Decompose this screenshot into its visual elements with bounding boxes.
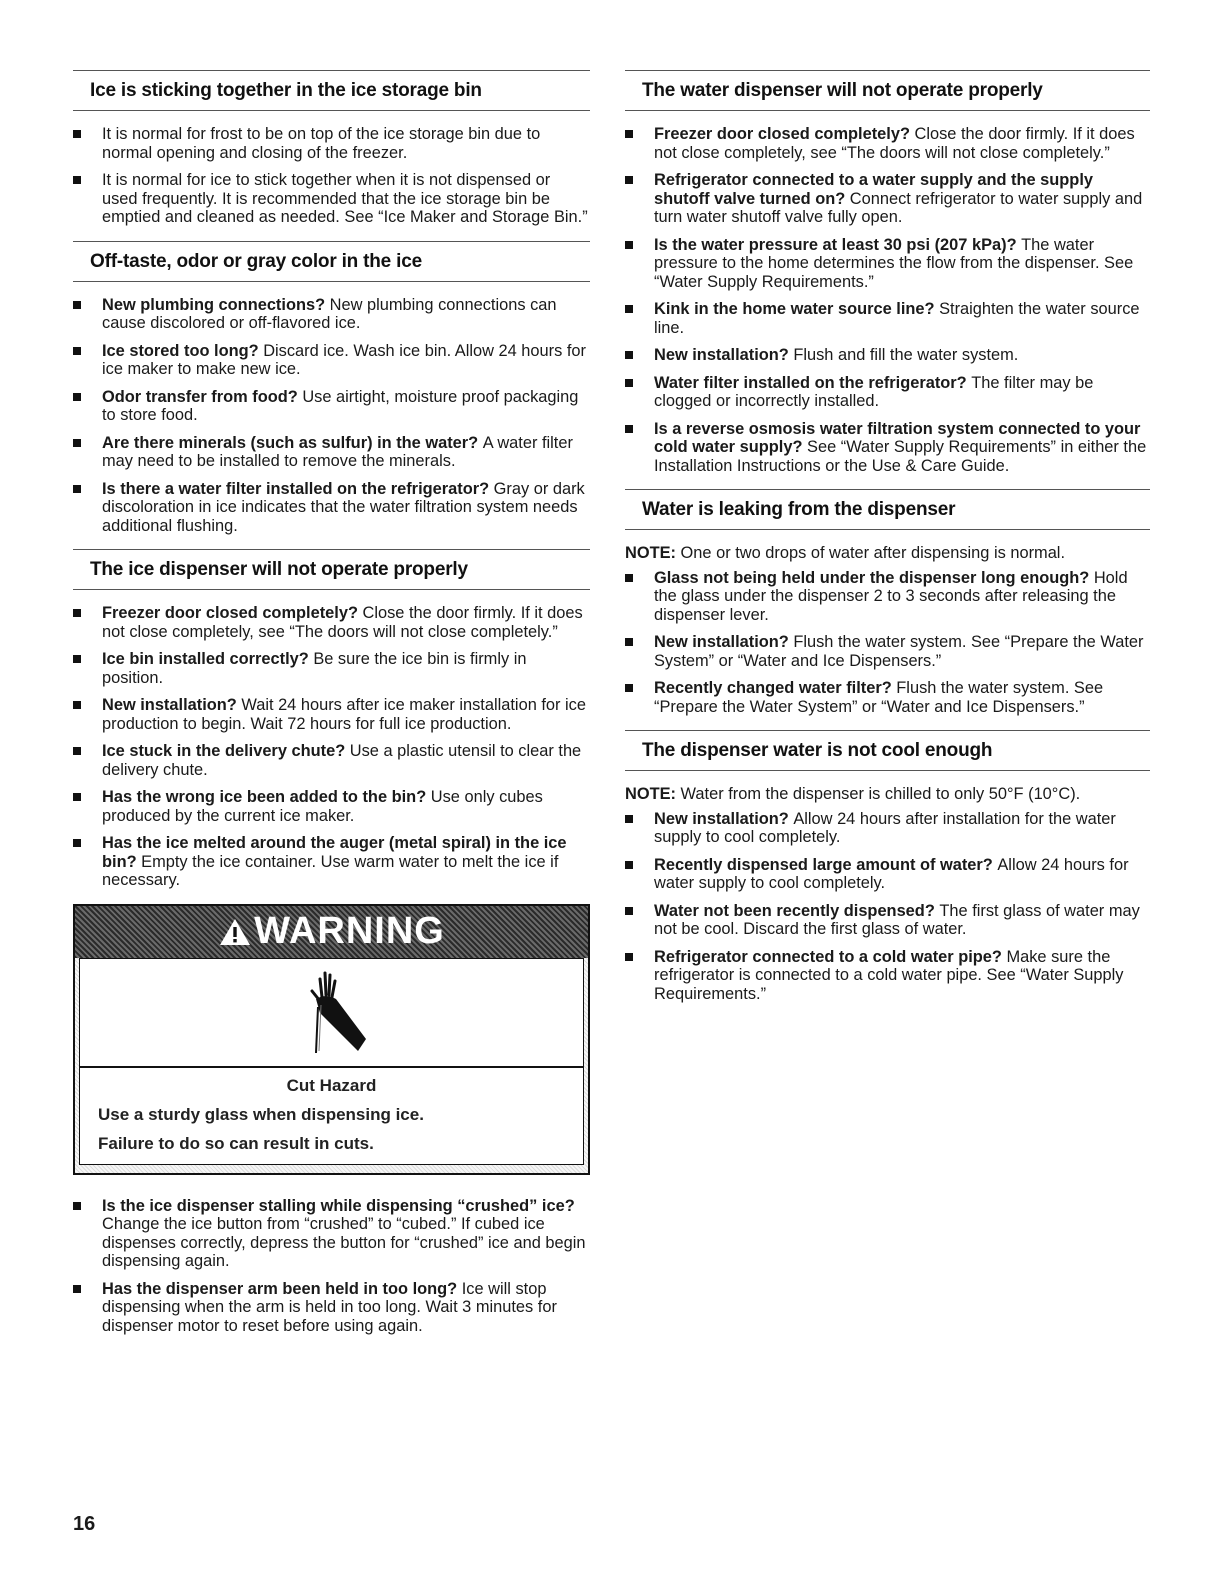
item-question: Has the ice melted around the auger (metal spiral) in the ice bin?	[102, 834, 567, 871]
troubleshooting-section	[625, 730, 1150, 1003]
item-answer: Flush the water system. See “Prepare the Water System” or “Water and Ice Dispensers.”	[654, 633, 1144, 670]
item-answer: It is normal for frost to be on top of the ice storage bin due to normal opening and closing of the freezer.	[102, 125, 541, 162]
troubleshooting-section	[625, 489, 1150, 716]
warning-text	[79, 1067, 584, 1165]
item-answer: Change the ice button from “crushed” to “cubed.” If cubed ice dispenses correctly, depress the button for “crushed” ice and begin dispensing again.	[102, 1215, 586, 1270]
list-item	[625, 948, 1150, 1004]
item-list	[73, 296, 590, 536]
item-list	[625, 810, 1150, 1004]
note-label: NOTE:	[625, 785, 681, 803]
item-question: Recently changed water filter?	[654, 679, 897, 697]
item-question: Water filter installed on the refrigerator?	[654, 373, 972, 392]
item-question: Is a reverse osmosis water filtration system connected to your cold water supply?	[654, 419, 1141, 456]
item-question: Refrigerator connected to a cold water pipe?	[654, 947, 1007, 966]
list-item	[625, 171, 1150, 227]
right-column	[625, 70, 1150, 1017]
item-question: New installation?	[654, 809, 794, 828]
item-answer: It is normal for ice to stick together when it is not dispensed or used frequently. It is recommended that the ice storage bin be emptied and cleaned as needed. See “Ice Maker and Storage Bin.”	[102, 171, 588, 226]
list-item	[73, 296, 590, 333]
list-item	[73, 1280, 590, 1336]
item-question: New installation?	[654, 346, 794, 364]
list-item	[625, 856, 1150, 893]
list-item	[73, 650, 590, 687]
warning-title: Cut Hazard	[286, 1075, 377, 1095]
item-question: Odor transfer from food?	[102, 387, 303, 406]
item-list	[625, 569, 1150, 717]
troubleshooting-section	[73, 549, 590, 890]
item-question: New installation?	[102, 696, 242, 714]
list-item	[73, 480, 590, 536]
item-answer: New plumbing connections can cause discolored or off-flavored ice.	[102, 295, 557, 332]
item-list	[73, 125, 590, 227]
list-item	[625, 569, 1150, 625]
item-answer: The first glass of water may not be cool. Discard the first glass of water.	[654, 901, 1140, 938]
item-question: Glass not being held under the dispenser long enough?	[654, 568, 1094, 587]
item-answer: Gray or dark discoloration in ice indicates that the water filtration system needs additional flushing.	[102, 479, 585, 535]
list-item	[73, 342, 590, 379]
troubleshooting-section	[73, 70, 590, 227]
item-answer: Ice will stop dispensing when the arm is held in too long. Wait 3 minutes for dispenser motor to reset before using again.	[102, 1279, 557, 1335]
item-question: New plumbing connections?	[102, 295, 330, 314]
section-heading: The dispenser water is not cool enough	[625, 730, 1150, 771]
warning-triangle-icon	[218, 917, 252, 947]
warning-line: Use a sturdy glass when dispensing ice.	[98, 1104, 424, 1124]
section-heading: Ice is sticking together in the ice storage bin	[73, 70, 590, 111]
item-answer: Make sure the refrigerator is connected to a cold water pipe. See “Water Supply Requirements.”	[654, 947, 1124, 1003]
list-item	[73, 125, 590, 162]
warning-box	[73, 904, 590, 1175]
warning-frame	[75, 958, 588, 1173]
cut-hand-icon	[292, 961, 382, 1061]
list-item	[625, 236, 1150, 292]
warning-figure	[79, 958, 584, 1067]
item-answer: Straighten the water source line.	[654, 300, 1140, 337]
list-item	[73, 696, 590, 733]
item-answer: Close the door firmly. If it does not close completely, see “The doors will not close completely.”	[654, 125, 1135, 162]
item-question: Freezer door closed completely?	[654, 125, 915, 143]
item-question: Ice stored too long?	[102, 341, 264, 360]
note	[625, 544, 1150, 563]
item-question: Kink in the home water source line?	[654, 300, 940, 318]
item-answer: A water filter may need to be installed to remove the minerals.	[102, 433, 573, 470]
item-question: Recently dispensed large amount of water?	[654, 855, 998, 874]
list-item	[625, 374, 1150, 411]
item-answer: Use only cubes produced by the current ice maker.	[102, 788, 543, 825]
item-question: Water not been recently dispensed?	[654, 901, 940, 920]
list-item	[625, 633, 1150, 670]
item-answer: Hold the glass under the dispenser 2 to 3 seconds after releasing the dispenser lever.	[654, 568, 1128, 624]
list-item	[73, 388, 590, 425]
troubleshooting-section	[625, 70, 1150, 475]
list-item	[625, 810, 1150, 847]
item-answer: Wait 24 hours after ice maker installation for ice production to begin. Wait 72 hours for full ice production.	[102, 696, 586, 733]
list-item	[625, 420, 1150, 476]
item-answer: Use airtight, moisture proof packaging to store food.	[102, 387, 579, 424]
list-item	[625, 125, 1150, 162]
list-item	[625, 300, 1150, 337]
item-question: Has the wrong ice been added to the bin?	[102, 788, 431, 806]
item-answer: Flush the water system. See “Prepare the Water System” or “Water and Ice Dispensers.”	[654, 679, 1104, 716]
item-answer: Allow 24 hours for water supply to cool completely.	[654, 855, 1129, 892]
item-question: Are there minerals (such as sulfur) in the water?	[102, 433, 483, 452]
item-list	[73, 1197, 590, 1336]
list-item	[73, 604, 590, 641]
list-item	[625, 902, 1150, 939]
list-item	[73, 171, 590, 227]
list-item	[73, 834, 590, 890]
warning-header	[75, 906, 588, 958]
warning-line: Failure to do so can result in cuts.	[98, 1133, 374, 1153]
item-answer: The water pressure to the home determines the flow from the dispenser. See “Water Supply Requirements.”	[654, 235, 1134, 291]
item-answer: Empty the ice container. Use warm water to melt the ice if necessary.	[102, 852, 559, 889]
troubleshooting-section	[73, 241, 590, 536]
section-heading: The water dispenser will not operate properly	[625, 70, 1150, 111]
item-question: New installation?	[654, 633, 794, 651]
item-question: Is there a water filter installed on the refrigerator?	[102, 479, 494, 498]
list-item	[73, 742, 590, 779]
item-question: Is the ice dispenser stalling while dispensing “crushed” ice?	[102, 1196, 575, 1215]
item-answer: The filter may be clogged or incorrectly installed.	[654, 373, 1094, 410]
item-question: Ice bin installed correctly?	[102, 650, 314, 668]
section-heading: Off-taste, odor or gray color in the ice	[73, 241, 590, 282]
list-item	[625, 346, 1150, 365]
warning-header-label: WARNING	[254, 910, 445, 952]
list-item	[73, 434, 590, 471]
item-question: Has the dispenser arm been held in too long?	[102, 1279, 462, 1298]
left-column	[73, 70, 590, 1344]
note-label: NOTE:	[625, 544, 681, 562]
item-answer: Flush and fill the water system.	[793, 346, 1019, 364]
item-question: Ice stuck in the delivery chute?	[102, 742, 350, 760]
item-question: Freezer door closed completely?	[102, 604, 363, 622]
note-text: One or two drops of water after dispensing is normal.	[680, 544, 1065, 562]
item-answer: Allow 24 hours after installation for the water supply to cool completely.	[654, 809, 1116, 846]
item-list	[625, 125, 1150, 475]
note-text: Water from the dispenser is chilled to only 50°F (10°C).	[680, 785, 1081, 803]
item-answer: Close the door firmly. If it does not close completely, see “The doors will not close completely.”	[102, 604, 583, 641]
item-answer: Be sure the ice bin is firmly in position.	[102, 650, 527, 687]
item-question: Refrigerator connected to a water supply and the supply shutoff valve turned on?	[654, 171, 1093, 208]
list-item	[73, 1197, 590, 1271]
page-number: 16	[73, 1513, 96, 1535]
section-heading: The ice dispenser will not operate properly	[73, 549, 590, 590]
item-answer: Discard ice. Wash ice bin. Allow 24 hours for ice maker to make new ice.	[102, 341, 586, 378]
note	[625, 785, 1150, 804]
section-heading: Water is leaking from the dispenser	[625, 489, 1150, 530]
item-answer: Use a plastic utensil to clear the delivery chute.	[102, 742, 582, 779]
item-list	[73, 604, 590, 890]
item-question: Is the water pressure at least 30 psi (207 kPa)?	[654, 235, 1022, 254]
list-item	[625, 679, 1150, 716]
list-item	[73, 788, 590, 825]
item-answer: See “Water Supply Requirements” in either the Installation Instructions or the Use & Care Guide.	[654, 438, 1147, 475]
item-answer: Connect refrigerator to water supply and turn water shutoff valve fully open.	[654, 189, 1143, 226]
